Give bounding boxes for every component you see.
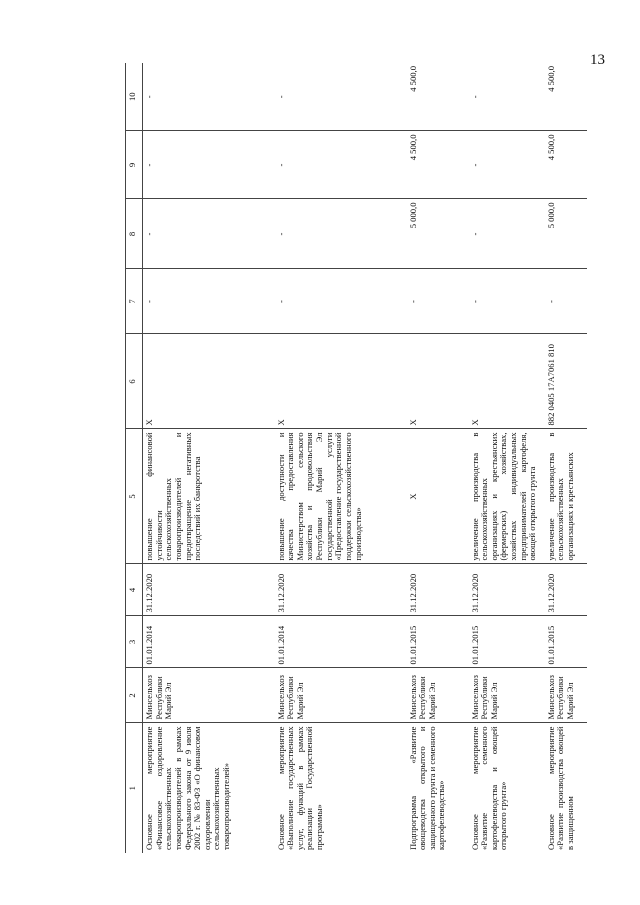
col-header-3: 3	[126, 616, 143, 668]
cell-start-date: 01.01.2015	[545, 616, 587, 668]
cell-expected-result: увеличение производства в сельскохозяйственных организациях и крестьянских	[545, 429, 587, 564]
cell-value-9: 4 500,0	[407, 131, 469, 199]
cell-value-10: 4 500,0	[545, 63, 587, 131]
cell-budget-code: Х	[275, 334, 407, 429]
col-header-10: 10	[126, 63, 143, 131]
cell-executor: Минсельхоз Республики Марий Эл	[275, 668, 407, 723]
table-row	[469, 63, 545, 853]
cell-value-10: 4 500,0	[407, 63, 469, 131]
col-header-5: 5	[126, 429, 143, 564]
table-row	[143, 63, 275, 853]
cell-start-date: 01.01.2015	[469, 616, 545, 668]
cell-event-name: Основное мероприятие «Выполнение государственных услуг, функций в рамках реализации Государственной программы»	[275, 726, 324, 850]
col-header-8: 8	[126, 199, 143, 269]
cell-budget-code: Х	[407, 334, 469, 429]
col-header-7: 7	[126, 269, 143, 334]
cell-event-name: Основное мероприятие «Финансовое оздоровление сельскохозяйственных товаропроизводителей в рамках Федерального закона от 9 июля 2002 г. № 83-ФЗ «О финансовом оздоровлении сельскохозяйственных товаропроизводителей»	[144, 726, 231, 850]
table-row	[407, 63, 469, 853]
cell-value-7: -	[469, 269, 545, 334]
cell-end-date: 31.12.2020	[275, 564, 407, 616]
col-header-9: 9	[126, 131, 143, 199]
table-row	[545, 63, 587, 853]
column-number-row	[126, 63, 143, 853]
cell-expected-result: повышение финансовой устойчивости сельскохозяйственных товаропроизводителей и предотвращение негативных последствий их банкротства	[143, 429, 275, 564]
col-header-4: 4	[126, 564, 143, 616]
cell-start-date: 01.01.2014	[275, 616, 407, 668]
cell-end-date: 31.12.2020	[407, 564, 469, 616]
cell-value-9: -	[469, 131, 545, 199]
cell-budget-code: Х	[469, 334, 545, 429]
cell-executor: Минсельхоз Республики Марий Эл	[143, 668, 275, 723]
cell-value-9: 4 500,0	[545, 131, 587, 199]
cell-end-date: 31.12.2020	[469, 564, 545, 616]
table-row	[275, 63, 407, 853]
cell-value-9: -	[143, 131, 275, 199]
cell-value-7: -	[407, 269, 469, 334]
cell-value-8: 5 000,0	[545, 199, 587, 269]
cell-value-10: -	[143, 63, 275, 131]
cell-value-8: 5 000,0	[407, 199, 469, 269]
cell-end-date: 31.12.2020	[545, 564, 587, 616]
cell-executor: Минсельхоз Республики Марий Эл	[469, 668, 545, 723]
cell-start-date: 01.01.2015	[407, 616, 469, 668]
cell-executor: Минсельхоз Республики Марий Эл	[545, 668, 587, 723]
col-header-6: 6	[126, 334, 143, 429]
col-header-1: 1	[126, 723, 143, 853]
cell-end-date: 31.12.2020	[143, 564, 275, 616]
cell-expected-result: Х	[407, 429, 469, 564]
cell-start-date: 01.01.2014	[143, 616, 275, 668]
rotated-table-sheet	[125, 63, 595, 853]
cell-value-7: -	[275, 269, 407, 334]
cell-expected-result: увеличение производства в сельскохозяйственных организациях и крестьянских (фермерских) хозяйствах, хозяйствах индивидуальных предпринимателей картофеля, овощей открытого грунта	[469, 429, 545, 564]
cell-expected-result: повышение доступности и качества предоставления Министерством сельского хозяйства и продовольствия Республики Марий Эл государственной услуги «Предоставление государственной поддержки сельскохозяйственного производства»	[275, 429, 407, 564]
cell-value-10: -	[275, 63, 407, 131]
cell-event-name: Основное мероприятие «Развитие производства овощей в защищенном	[545, 726, 575, 850]
cell-value-10: -	[469, 63, 545, 131]
cell-value-8: -	[275, 199, 407, 269]
cell-executor: Минсельхоз Республики Марий Эл	[407, 668, 469, 723]
cell-value-8: -	[143, 199, 275, 269]
program-table	[125, 63, 587, 853]
cell-event-name: Основное мероприятие «Развитие семенного картофелеводства и овощей открытого грунта»	[469, 726, 509, 850]
cell-event-name: Подпрограмма «Развитие овощеводства открытого и защищенного грунта и семенного картофелеводства»	[407, 726, 447, 850]
cell-value-7: -	[545, 269, 587, 334]
cell-budget-code: 882 0405 17А7061 810	[545, 334, 587, 429]
page-number: 13	[590, 52, 605, 68]
cell-budget-code: Х	[143, 334, 275, 429]
cell-value-9: -	[275, 131, 407, 199]
col-header-2: 2	[126, 668, 143, 723]
cell-value-8: -	[469, 199, 545, 269]
cell-value-7: -	[143, 269, 275, 334]
